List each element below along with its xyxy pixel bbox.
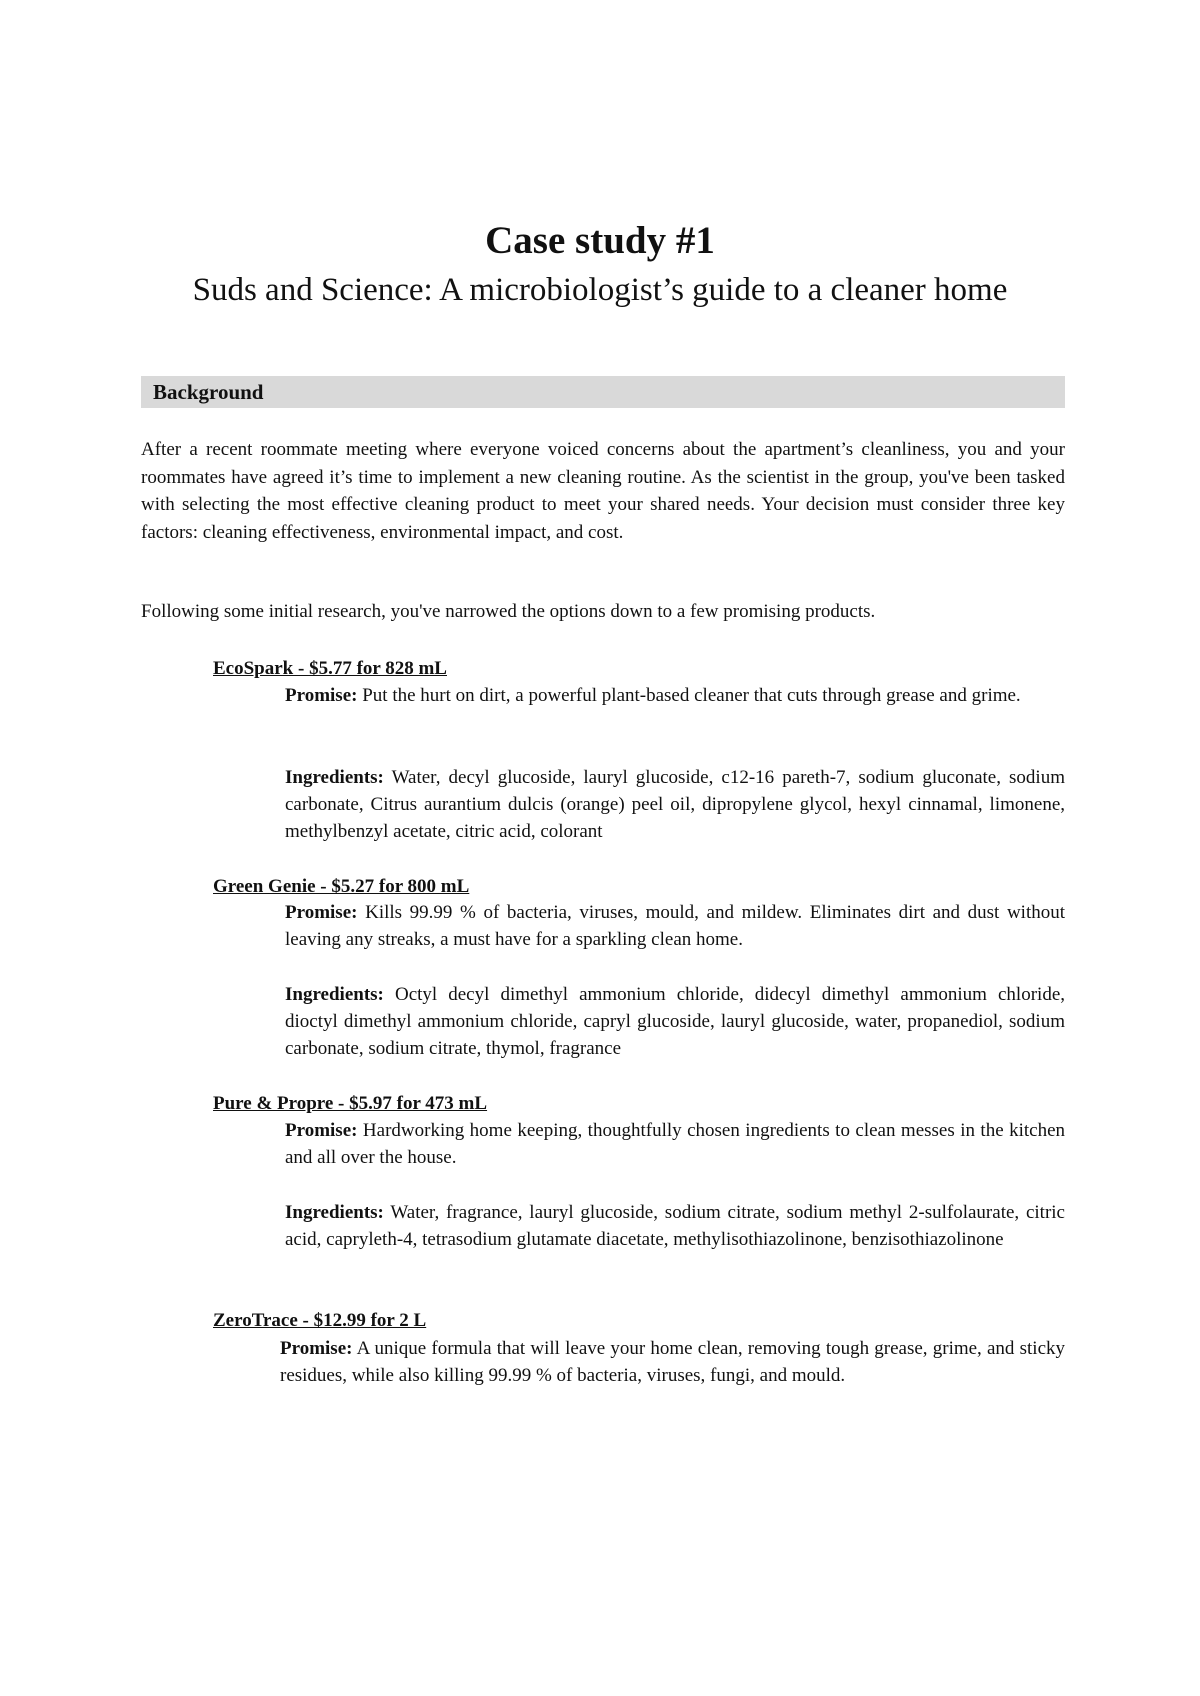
promise-label: Promise: — [285, 685, 358, 706]
section-heading: Background — [153, 380, 264, 404]
product-ingredients-pure-propre — [285, 1199, 1065, 1253]
ingredients-text: Water, fragrance, lauryl glucoside, sodium citrate, sodium methyl 2-sulfolaurate, citric acid, capryleth-4, tetrasodium glutamate diacetate, methylisothiazolinone, benzisothiazolinone — [285, 1202, 1065, 1251]
ingredients-label: Ingredients: — [285, 984, 384, 1005]
background-paragraph-1: After a recent roommate meeting where everyone voiced concerns about the apartment’s cleanliness, you and your roommates have agreed it’s time to implement a new cleaning routine. As the scientist in the group, you've been tasked with selecting the most effective cleaning product to meet your shared needs. Your decision must consider three key factors: cleaning effectiveness, environmental impact, and cost. — [141, 439, 1065, 543]
product-heading-zerotrace: ZeroTrace - $12.99 for 2 L — [213, 1310, 427, 1331]
promise-text: Hardworking home keeping, thoughtfully chosen ingredients to clean messes in the kitchen and all over the house. — [285, 1120, 1066, 1169]
product-promise-ecospark — [285, 682, 1065, 709]
product-promise-pure-propre — [285, 1117, 1065, 1171]
product-ingredients-green-genie — [285, 981, 1065, 1063]
ingredients-text: Octyl decyl dimethyl ammonium chloride, didecyl dimethyl ammonium chloride, dioctyl dimethyl ammonium chloride, capryl glucoside, lauryl glucoside, water, propanediol, sodium carbonate, sodium citrate, thymol, fragrance — [285, 984, 1066, 1060]
document-title: Case study #1 — [485, 219, 715, 262]
promise-label: Promise: — [280, 1338, 353, 1359]
background-paragraph-2: Following some initial research, you've narrowed the options down to a few promising products. — [141, 601, 876, 622]
promise-text: Put the hurt on dirt, a powerful plant-based cleaner that cuts through grease and grime. — [362, 685, 1021, 706]
section-heading-bar — [141, 376, 1065, 408]
document-subtitle: Suds and Science: A microbiologist’s guide to a cleaner home — [192, 272, 1008, 308]
ingredients-text: Water, decyl glucoside, lauryl glucoside, c12-16 pareth-7, sodium gluconate, sodium carbonate, Citrus aurantium dulcis (orange) peel oil, dipropylene glycol, hexyl cinnamal, limonene, methylbenzyl acetate, citric acid, colorant — [285, 767, 1065, 843]
promise-text: Kills 99.99 % of bacteria, viruses, mould, and mildew. Eliminates dirt and dust without leaving any streaks, a must have for a sparkling clean home. — [285, 902, 1066, 951]
product-promise-green-genie — [285, 899, 1065, 953]
promise-text: A unique formula that will leave your home clean, removing tough grease, grime, and sticky residues, while also killing 99.99 % of bacteria, viruses, fungi, and mould. — [280, 1338, 1065, 1387]
ingredients-label: Ingredients: — [285, 767, 384, 788]
product-heading-green-genie: Green Genie - $5.27 for 800 mL — [213, 876, 470, 897]
product-heading-ecospark: EcoSpark - $5.77 for 828 mL — [213, 658, 447, 679]
product-promise-zerotrace — [280, 1335, 1065, 1389]
promise-label: Promise: — [285, 1120, 358, 1141]
product-ingredients-ecospark — [285, 764, 1065, 846]
promise-label: Promise: — [285, 902, 358, 923]
ingredients-label: Ingredients: — [285, 1202, 384, 1223]
product-heading-pure-propre: Pure & Propre - $5.97 for 473 mL — [213, 1093, 488, 1114]
